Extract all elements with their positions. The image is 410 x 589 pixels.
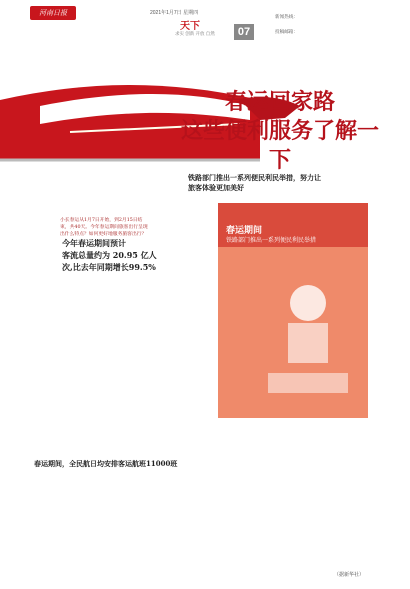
photo-caption: 小长春运从1月7日开始，到2月15日结束，共40天。今年春运期间旅客出行呈现出什么特点？如何更好地服务旅客出行？ [60, 218, 148, 237]
article2-title-line-2: 旅客体验更加美好 [188, 183, 244, 192]
poster-title: 春运期间 [226, 226, 263, 236]
article1-title-line-1: 今年春运期间预计 [62, 238, 126, 248]
article1-title-line-2: 客流总量约为 20.95 亿人 [62, 250, 157, 260]
poster-infographic [218, 203, 368, 418]
article1-title-line-3: 次,比去年同期增长99.5% [62, 262, 156, 272]
page-number: 07 [234, 24, 254, 40]
headline-line-1: 春运回家路 [224, 89, 335, 115]
news-credit: （据新华社） [334, 572, 365, 578]
issue-date: 2021年1月7日 星期四 [150, 10, 199, 16]
article1-title [62, 237, 182, 273]
article2-title-line-1: 铁路部门推出一系列便民利民举措，努力让 [188, 173, 321, 182]
article2-title [188, 173, 408, 193]
main-headline [180, 88, 380, 175]
submission-email: 投稿邮箱： [275, 29, 298, 34]
headline-line-2: 这些便利服务了解一下 [180, 118, 379, 173]
section-motto: 求实 创新 开放 自然 [175, 31, 215, 36]
newspaper-logo: 河南日报 [30, 6, 76, 20]
news-hotline: 新闻热线： [275, 14, 298, 19]
section-title: 天下 [180, 21, 200, 32]
poster-illustration [248, 263, 368, 413]
article3-title: 春运期间，全民航日均安排客运航班11000班 [34, 459, 178, 468]
poster-subtitle: 铁路部门推出一系列便民利民举措 [226, 238, 317, 244]
